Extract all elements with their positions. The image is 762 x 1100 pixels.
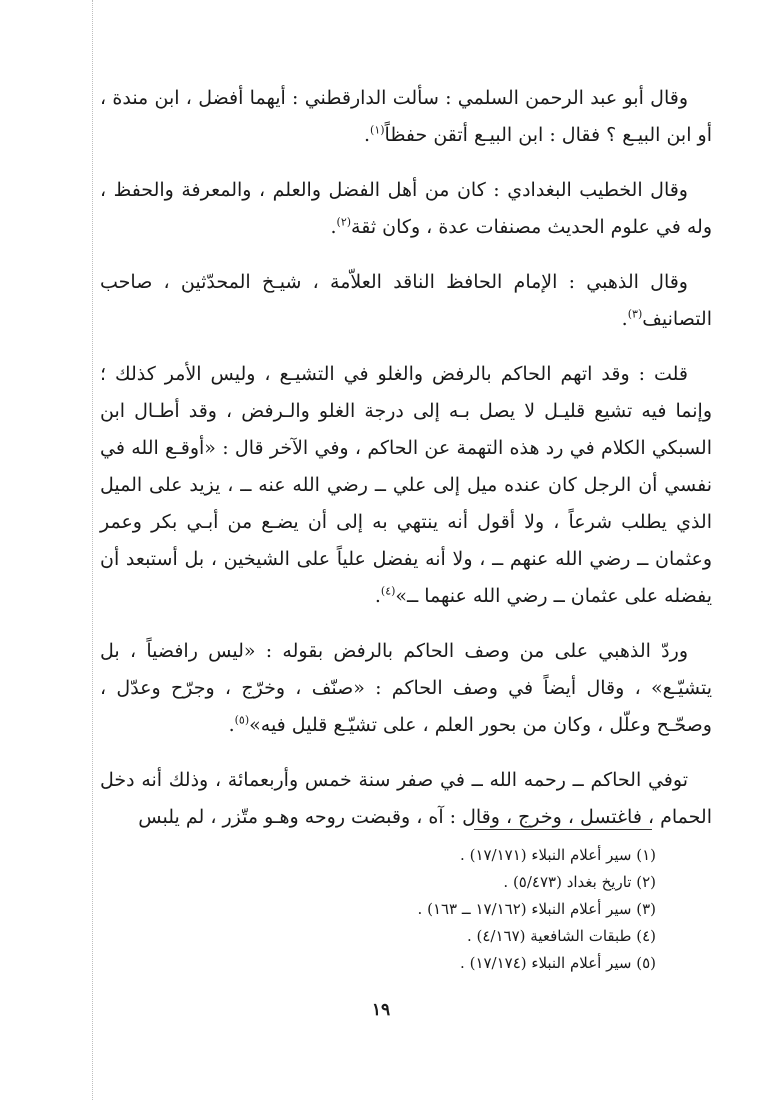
footnote-5: (٥) سير أعلام النبلاء (١٧/١٧٤) . <box>460 954 656 972</box>
footnote-ref-1: (١) <box>370 123 385 137</box>
footnote-1: (١) سير أعلام النبلاء (١٧/١٧١) . <box>460 846 656 864</box>
footnote-ref-3: (٣) <box>627 307 643 321</box>
page-number: ١٩ <box>371 1000 391 1020</box>
paragraph-2: وقال الخطيب البغدادي : كان من أهل الفضل والعلم ، والمعرفة والحفظ ، وله في علوم الحديث مصنفات عدة ، وكان ثقة$^{(٢)}$. <box>100 179 712 238</box>
footnote-2: (٢) تاريخ بغداد (٥/٤٧٣) . <box>503 873 656 891</box>
paragraph-4: قلت : وقد اتهم الحاكم بالرفض والغلو في التشيـع ، وليس الأمر كذلك ؛ وإنما فيه تشيع قليـل لا يصل بـه إلى درجة الغلو والـرفض ، وقد أطـال ابن السبكي الكلام في رد هذه التهمة عن الحاكم ، وفي الآخر قال : «أوقـع الله في نفسي أن الرجل كان عنده ميل إلى علي ــ رضي الله عنه ــ ، يزيد على الميل الذي يطلب شرعاً ، ولا أقول أنه ينتهي به إلى أن يضـع من أبـي بكر وعمر وعثمان ــ رضي الله عنهم ــ ، ولا أنه يفضل علياً على الشيخين ، بل أستبعد أن يفضله على عثمان ــ رضي الله عنهما ــ»$^{(٤)}$. <box>100 363 712 607</box>
paragraph-3: وقال الذهبي : الإمام الحافظ الناقد العلاّمة ، شيـخ المحدّثين ، صاحب التصانيف$^{(٣)}$. <box>100 271 712 330</box>
footnotes-list <box>300 842 656 977</box>
footnote-ref-5: (٥) <box>234 713 250 727</box>
footnote-ref-2: (٢) <box>336 215 352 229</box>
paragraph-6: توفي الحاكم ــ رحمه الله ــ في صفر سنة خمس وأربعمائة ، وذلك أنه دخل الحمام ، فاغتسل ، وخرج ، وقال : آه ، وقبضت روحه وهـو متّزر ، لم يلبس <box>100 769 712 828</box>
footnote-ref-4: (٤) <box>380 584 396 598</box>
footnote-divider <box>474 829 652 830</box>
margin-rule <box>92 0 93 1100</box>
body-text <box>100 80 712 854</box>
paragraph-1: وقال أبو عبد الرحمن السلمي : سألت الدارقطني : أيهما أفضل ، ابن مندة ، أو ابن البيـع ؟ فقال : ابن البيـع أتقن حفظاً$^{(١)}$. <box>100 87 712 146</box>
footnote-3: (٣) سير أعلام النبلاء (١٧/١٦٢ ــ ١٦٣) . <box>417 900 656 918</box>
paragraph-5: وردّ الذهبي على من وصف الحاكم بالرفض بقوله : «ليس رافضياً ، بل يتشيّـع» ، وقال أيضاً في وصف الحاكم : «صنّف ، وخرّج ، وجرّح وعدّل ، وصحّـح وعلّل ، وكان من بحور العلم ، على تشيّـع قليل فيه»$^{(٥)}$. <box>100 640 712 736</box>
footnote-4: (٤) طبقات الشافعية (٤/١٦٧) . <box>466 927 656 945</box>
